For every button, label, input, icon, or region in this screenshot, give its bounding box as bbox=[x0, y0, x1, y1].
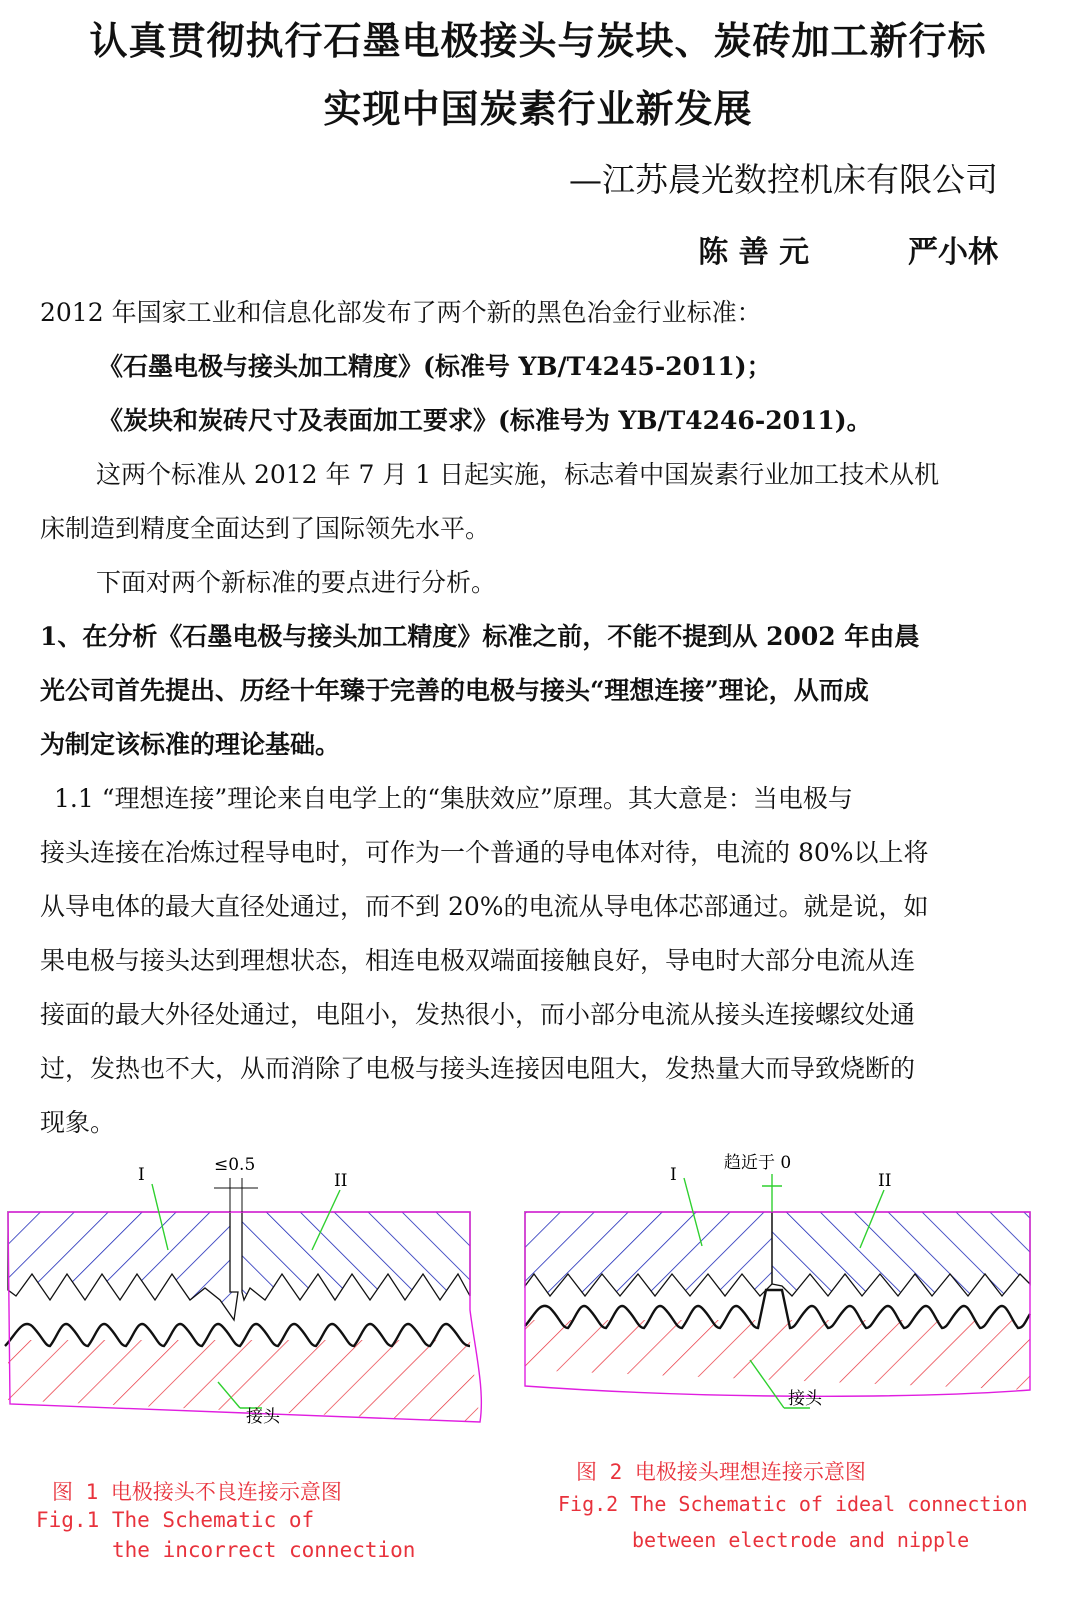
figure-1-electrode-right bbox=[242, 1212, 470, 1300]
figure-2-electrode-right bbox=[772, 1212, 1030, 1296]
section-1-1-line-4: 果电极与接头达到理想状态，相连电极双端面接触良好，导电时大部分电流从连 bbox=[40, 946, 916, 975]
authors bbox=[698, 227, 998, 271]
author-1: 陈 善 元 bbox=[698, 235, 810, 270]
section-1-1-line-6: 过，发热也不大，从而消除了电极与接头连接因电阻大，发热量大而导致烧断的 bbox=[40, 1054, 916, 1083]
figure-1-gap-label: ≤0.5 bbox=[214, 1155, 256, 1175]
figure-2-gap-label: 趋近于 0 bbox=[724, 1153, 792, 1173]
figure-2-label-II: II bbox=[878, 1171, 892, 1191]
figure-2-label-I: I bbox=[670, 1165, 677, 1185]
section-1-1-line-3: 从导电体的最大直径处通过，而不到 20%的电流从导电体芯部通过。就是说，如 bbox=[40, 892, 929, 921]
figure-1-nipple-label: 接头 bbox=[246, 1407, 280, 1427]
heading-1-line-3: 为制定该标准的理论基础。 bbox=[40, 730, 341, 759]
paragraph-analysis: 下面对两个新标准的要点进行分析。 bbox=[96, 568, 497, 597]
paragraph-implementation-1: 这两个标准从 2012 年 7 月 1 日起实施，标志着中国炭素行业加工技术从机 bbox=[96, 460, 940, 489]
figure-1-label-I: I bbox=[138, 1165, 145, 1185]
figure-1-caption-en-1: Fig.1 The Schematic of bbox=[36, 1508, 315, 1532]
paragraph-implementation-2: 床制造到精度全面达到了国际领先水平。 bbox=[40, 514, 491, 543]
title-line-2: 实现中国炭素行业新发展 bbox=[323, 87, 753, 131]
figure-1-diagram bbox=[0, 1150, 500, 1440]
figure-2-caption-cn: 图 2 电极接头理想连接示意图 bbox=[576, 1460, 866, 1484]
figure-2-caption-en-1: Fig.2 The Schematic of ideal connection bbox=[558, 1492, 1028, 1516]
author-2: 严小林 bbox=[908, 235, 998, 270]
figure-2-caption-en-2: between electrode and nipple bbox=[632, 1528, 970, 1552]
figure-1-electrode-left bbox=[8, 1212, 238, 1320]
heading-1-line-1: 1、在分析《石墨电极与接头加工精度》标准之前，不能不提到从 2002 年由晨 bbox=[40, 622, 920, 651]
standard-2: 《炭块和炭砖尺寸及表面加工要求》(标准号为 YB/T4246-2011)。 bbox=[98, 406, 872, 435]
figure-1-caption-en-2: the incorrect connection bbox=[112, 1538, 416, 1562]
paragraph-intro: 2012 年国家工业和信息化部发布了两个新的黑色冶金行业标准： bbox=[40, 298, 762, 327]
heading-1-line-2: 光公司首先提出、历经十年臻于完善的电极与接头“理想连接”理论，从而成 bbox=[40, 676, 869, 705]
figure-2-electrode-left bbox=[525, 1212, 772, 1296]
figure-1-label-II: II bbox=[334, 1171, 348, 1191]
figure-2-diagram bbox=[520, 1150, 1035, 1420]
section-1-1-line-2: 接头连接在冶炼过程导电时，可作为一个普通的导电体对待，电流的 80%以上将 bbox=[40, 838, 929, 867]
section-1-1-line-1: 1.1 “理想连接”理论来自电学上的“集肤效应”原理。其大意是：当电极与 bbox=[54, 784, 853, 813]
section-1-1-line-7: 现象。 bbox=[40, 1108, 116, 1137]
standard-1: 《石墨电极与接头加工精度》(标准号 YB/T4245-2011)； bbox=[98, 352, 772, 381]
figure-2-nipple-label: 接头 bbox=[788, 1389, 822, 1409]
title-line-1: 认真贯彻执行石墨电极接头与炭块、炭砖加工新行标 bbox=[89, 19, 987, 63]
figure-1-caption-cn: 图 1 电极接头不良连接示意图 bbox=[52, 1480, 342, 1504]
section-1-1-line-5: 接面的最大外径处通过，电阻小，发热很小，而小部分电流从接头连接螺纹处通 bbox=[40, 1000, 916, 1029]
company-name: —江苏晨光数控机床有限公司 bbox=[569, 160, 998, 199]
